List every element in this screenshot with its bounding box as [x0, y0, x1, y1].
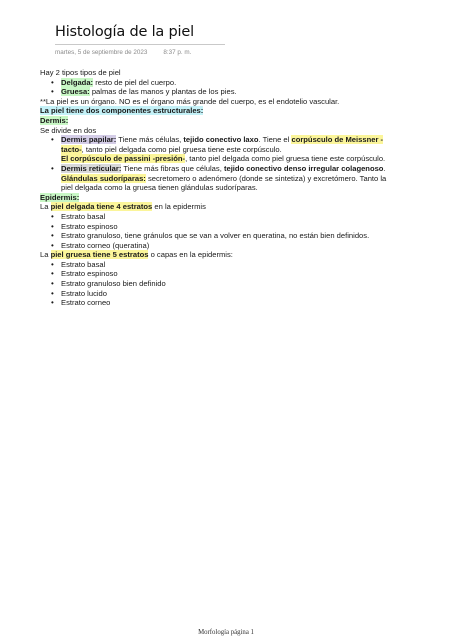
thin-suffix: en la epidermis [152, 202, 206, 212]
list-item: • Estrato granuloso, tiene gránulos que se van a volver en queratina, no están bien definidos. [61, 231, 396, 241]
dermis-divide-line: Se divide en dos [40, 125, 97, 135]
list-item: • Estrato lucido [61, 289, 396, 299]
list-item: • Estrato corneo (queratina) [61, 241, 396, 251]
papilar-label: Dermis papilar: [61, 135, 117, 145]
thick-skin-line [40, 250, 396, 260]
intro-line: Hay 2 tipos tipos de piel [40, 68, 121, 77]
skin-type-label: Gruesa: [61, 87, 90, 97]
page-footer: Morfología página 1 [198, 629, 254, 636]
reticular-text: secretomero o adenómero (donde se sintetiza) y excretómero. Tanto la piel delgada como la gruesa tienen glándulas sudoríparas. [61, 173, 387, 193]
thick-strata-list [40, 260, 396, 308]
meissner-highlight: corpúsculo de Meissner -tacto- [61, 135, 384, 154]
skin-type-label: Delgada: [61, 77, 94, 87]
epidermis-heading: Epidermis: [40, 192, 80, 202]
list-item [61, 87, 396, 97]
note-date: martes, 5 de septiembre de 2023 [55, 49, 148, 56]
thin-highlight: piel delgada tiene 4 estratos [50, 202, 153, 212]
thick-highlight: piel gruesa tiene 5 estratos [50, 250, 149, 260]
reticular-text: . [383, 163, 386, 173]
papilar-text: , tanto piel delgada como piel gruesa tiene este corpúsculo. [185, 154, 386, 164]
thick-suffix: o capas en la epidermis: [148, 250, 233, 260]
list-item: • Estrato espinoso [61, 269, 396, 279]
list-item [61, 135, 396, 164]
list-item: • Estrato basal [61, 260, 396, 270]
pacini-highlight: El corpúsculo de passini -presión- [61, 154, 186, 164]
list-item: • Estrato basal [61, 212, 396, 222]
dermis-list [40, 135, 396, 193]
papilar-text: , tanto piel delgada como piel gruesa tiene este corpúsculo. [81, 144, 282, 154]
list-item: • Estrato espinoso [61, 222, 396, 232]
note-body [40, 68, 396, 308]
title-underline [55, 44, 225, 45]
papilar-bold: tejido conectivo laxo [183, 135, 259, 145]
skin-type-text: palmas de las manos y plantas de los pies. [89, 87, 237, 97]
thin-strata-list [40, 212, 396, 250]
papilar-text: . Tiene el [258, 135, 292, 145]
reticular-bold: tejido conectivo denso irregular colagenoso [223, 163, 384, 173]
components-heading: La piel tiene dos componentes estructurales: [40, 106, 204, 116]
skin-type-text: resto de piel del cuerpo. [93, 77, 177, 87]
thin-prefix: La [40, 202, 51, 212]
list-item: • Estrato granuloso bien definido [61, 279, 396, 289]
note-time: 8:37 p. m. [163, 49, 192, 56]
skin-types-list [40, 78, 396, 97]
note-timestamp [55, 49, 191, 56]
thin-skin-line [40, 202, 396, 212]
list-item [61, 164, 396, 193]
organ-note: **La piel es un órgano. NO es el órgano más grande del cuerpo, es el endotelio vascular. [40, 96, 340, 106]
thick-prefix: La [40, 250, 51, 260]
reticular-label: Dermis reticular: [61, 163, 122, 173]
dermis-heading: Dermis: [40, 115, 69, 125]
list-item: • Estrato corneo [61, 298, 396, 308]
page-title: Histología de la piel [55, 24, 194, 40]
papilar-text: Tiene más células, [116, 135, 184, 145]
reticular-text: Tiene más fibras que células, [121, 163, 224, 173]
glandulas-highlight: Glándulas sudoríparas: [61, 173, 146, 183]
list-item [61, 78, 396, 88]
